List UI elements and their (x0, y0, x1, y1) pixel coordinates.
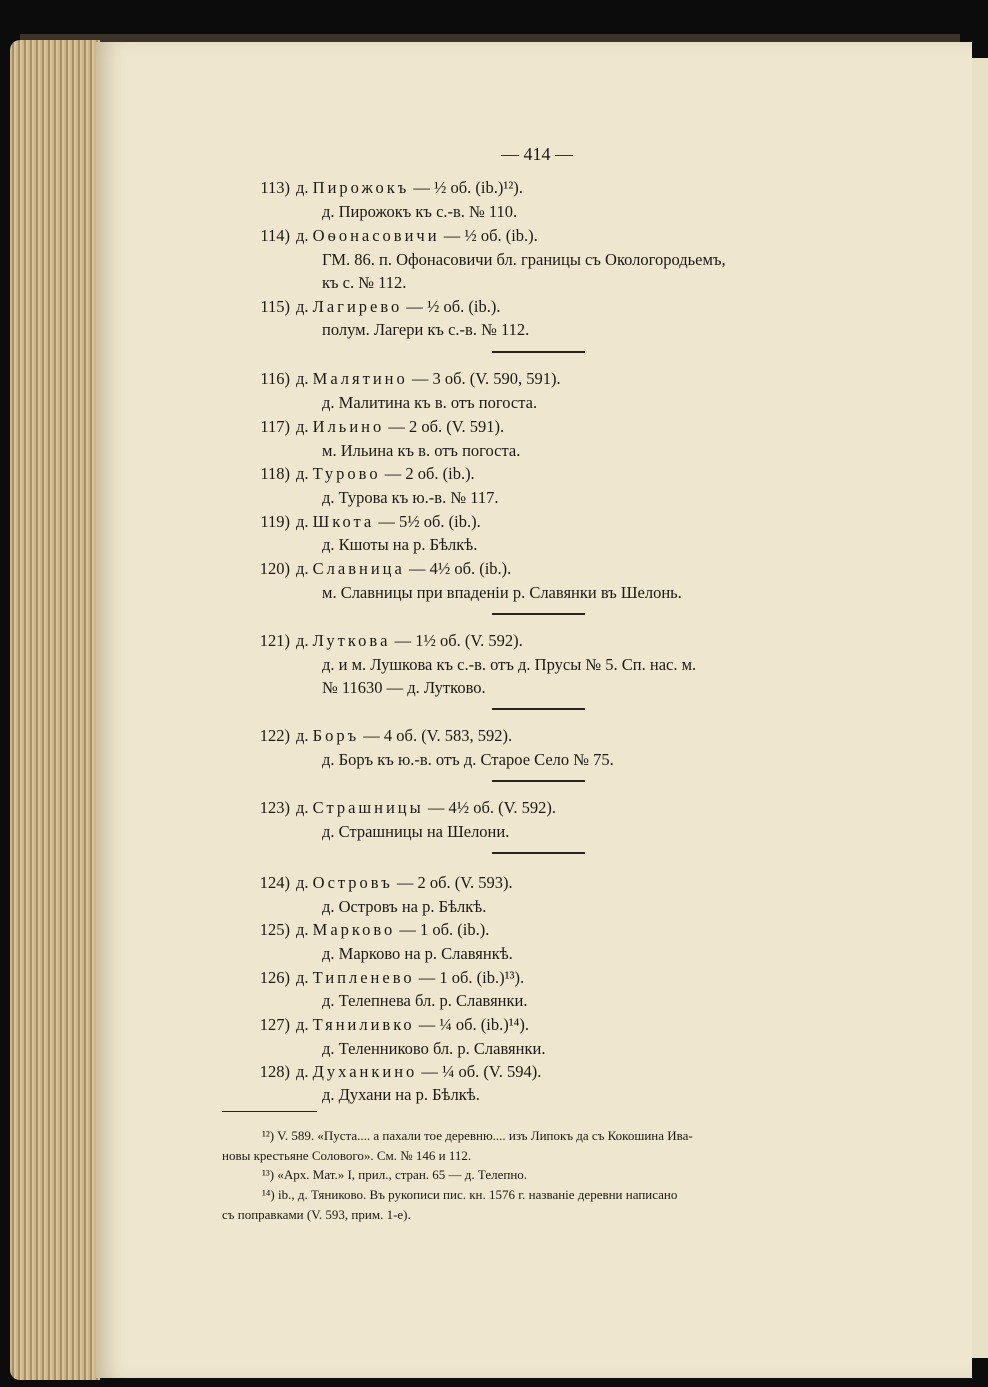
place-name: Островъ (312, 873, 393, 892)
entry-prefix: д. (296, 297, 309, 316)
entry-118 (222, 463, 475, 485)
entry-prefix: д. (296, 464, 309, 483)
footnote-line: ¹⁴) ib., д. Тяниково. Въ рукописи пис. кн. 1576 г. названiе деревни написано (262, 1187, 678, 1202)
entry-115 (222, 296, 501, 318)
entry-117-desc: м. Ильина къ в. отъ погоста. (322, 441, 521, 460)
entry-125 (222, 919, 489, 941)
place-name: Духанкино (312, 1062, 418, 1081)
entry-detail: — 2 об. (V. 593). (392, 873, 513, 892)
entry-120 (222, 558, 511, 580)
entry-prefix: д. (296, 798, 309, 817)
entry-prefix: д. (296, 512, 309, 531)
entry-detail: — 3 об. (V. 590, 591). (407, 369, 561, 388)
facing-page-edge (972, 58, 988, 1358)
entry-116-desc: д. Малитина къ в. отъ погоста. (322, 393, 538, 412)
entry-detail: — ¼ об. (ib.)¹⁴). (414, 1015, 530, 1034)
section-divider (492, 708, 585, 710)
entry-114-desc: къ с. № 112. (322, 273, 407, 292)
entry-122-desc: д. Боръ къ ю.-в. отъ д. Старое Село № 75. (322, 750, 614, 769)
entry-number: 118) (260, 464, 290, 483)
entry-prefix: д. (296, 968, 309, 987)
entry-number: 125) (259, 920, 290, 939)
place-name: Типленево (312, 968, 415, 987)
entry-detail: — ½ об. (ib.)¹²). (409, 178, 523, 197)
place-name: Ильино (312, 417, 385, 436)
entry-prefix: д. (296, 559, 309, 578)
entry-prefix: д. (296, 1015, 309, 1034)
place-name: Тяниливко (312, 1015, 415, 1034)
entry-number: 113) (260, 178, 290, 197)
entry-detail: — 1 об. (ib.)¹³). (414, 968, 525, 987)
entry-detail: — 1½ об. (V. 592). (390, 631, 523, 650)
entry-113 (222, 177, 523, 199)
entry-127-desc: д. Теленниково бл. р. Славянки. (322, 1039, 546, 1058)
entry-number: 120) (259, 559, 290, 578)
entry-119-desc: д. Кшоты на р. Бѣлкѣ. (322, 535, 478, 554)
page-number: — 414 — (501, 144, 573, 164)
entry-113-desc: д. Пирожокъ къ с.-в. № 110. (322, 202, 518, 221)
entry-number: 122) (259, 726, 290, 745)
section-divider (492, 780, 585, 782)
place-name: Пирожокъ (312, 178, 410, 197)
entry-prefix: д. (296, 226, 309, 245)
page-edges (10, 40, 100, 1380)
entry-detail: — ½ об. (ib.). (402, 297, 501, 316)
entry-127 (222, 1014, 529, 1036)
entry-125-desc: д. Марково на р. Славянкѣ. (322, 944, 513, 963)
entry-number: 114) (260, 226, 290, 245)
entry-number: 123) (259, 798, 290, 817)
footnote-divider (222, 1111, 317, 1112)
entry-126-desc: д. Телепнева бл. р. Славянки. (322, 991, 528, 1010)
entry-121-desc: д. и м. Лушкова къ с.-в. отъ д. Прусы № 5. Сп. нас. м. (322, 655, 697, 674)
place-name: Боръ (312, 726, 360, 745)
entry-123-desc: д. Страшницы на Шелони. (322, 822, 510, 841)
section-divider (492, 613, 585, 615)
entry-126 (222, 967, 524, 989)
entry-number: 126) (259, 968, 290, 987)
entry-120-desc: м. Славницы при впаденiи р. Славянки въ Шелонь. (322, 583, 682, 602)
entry-detail: — 2 об. (V. 591). (384, 417, 505, 436)
place-name: Оѳонасовичи (312, 226, 440, 245)
entry-114-desc: ГМ. 86. п. Офонасовичи бл. границы съ Окологородьемъ, (322, 250, 726, 269)
entry-114 (222, 225, 538, 247)
entry-detail: — 4 об. (V. 583, 592). (359, 726, 513, 745)
entry-number: 128) (259, 1062, 290, 1081)
section-divider (492, 351, 585, 353)
entry-detail: — 1 об. (ib.). (395, 920, 490, 939)
footnote-line: новы крестьяне Солового». См. № 146 и 112. (222, 1148, 472, 1163)
entry-119 (222, 511, 481, 533)
place-name: Славница (312, 559, 405, 578)
entry-121 (222, 630, 523, 652)
entry-detail: — ¼ об. (V. 594). (417, 1062, 542, 1081)
entry-prefix: д. (296, 920, 309, 939)
entry-number: 121) (259, 631, 290, 650)
place-name: Марково (312, 920, 396, 939)
entry-detail: — 2 об. (ib.). (380, 464, 475, 483)
place-name: Турово (312, 464, 381, 483)
entry-prefix: д. (296, 726, 309, 745)
entry-128 (222, 1061, 541, 1083)
place-name: Лутковa (312, 631, 391, 650)
place-name: Страшницы (312, 798, 424, 817)
place-name: Лагирево (312, 297, 403, 316)
footnote-line: ¹³) «Арх. Мат.» I, прил., стран. 65 — д. Телепно. (262, 1167, 528, 1182)
entry-prefix: д. (296, 873, 309, 892)
entry-prefix: д. (296, 369, 309, 388)
entry-121-desc: № 11630 — д. Лутково. (322, 678, 486, 697)
entry-117 (222, 416, 504, 438)
entry-detail: — 4½ об. (V. 592). (423, 798, 557, 817)
entry-detail: — 5½ об. (ib.). (374, 512, 481, 531)
entry-prefix: д. (296, 178, 309, 197)
entry-116 (222, 368, 561, 390)
entry-123 (222, 797, 556, 819)
entry-number: 124) (259, 873, 290, 892)
entry-detail: — 4½ об. (ib.). (404, 559, 512, 578)
entry-124-desc: д. Островъ на р. Бѣлкѣ. (322, 897, 487, 916)
entry-number: 115) (260, 297, 290, 316)
entry-number: 127) (259, 1015, 290, 1034)
entry-128-desc: д. Духани на р. Бѣлкѣ. (322, 1085, 480, 1104)
entry-number: 119) (260, 512, 290, 531)
entry-124 (222, 872, 513, 894)
entry-detail: — ½ об. (ib.). (439, 226, 538, 245)
entry-115-desc: полум. Лагери къ с.-в. № 112. (322, 320, 530, 339)
entry-122 (222, 725, 512, 747)
entry-prefix: д. (296, 631, 309, 650)
place-name: Шкота (312, 512, 375, 531)
footnote-line: ¹²) V. 589. «Пуста.... а пахали тое деревню.... изъ Липокъ да съ Кокошина Ива- (262, 1128, 693, 1143)
entry-prefix: д. (296, 417, 309, 436)
entry-prefix: д. (296, 1062, 309, 1081)
entry-number: 117) (260, 417, 290, 436)
entry-118-desc: д. Турова къ ю.-в. № 117. (322, 488, 499, 507)
footnote-line: съ поправками (V. 593, прим. 1-е). (222, 1207, 411, 1222)
place-name: Малятино (312, 369, 408, 388)
section-divider (492, 852, 585, 854)
entry-number: 116) (260, 369, 290, 388)
